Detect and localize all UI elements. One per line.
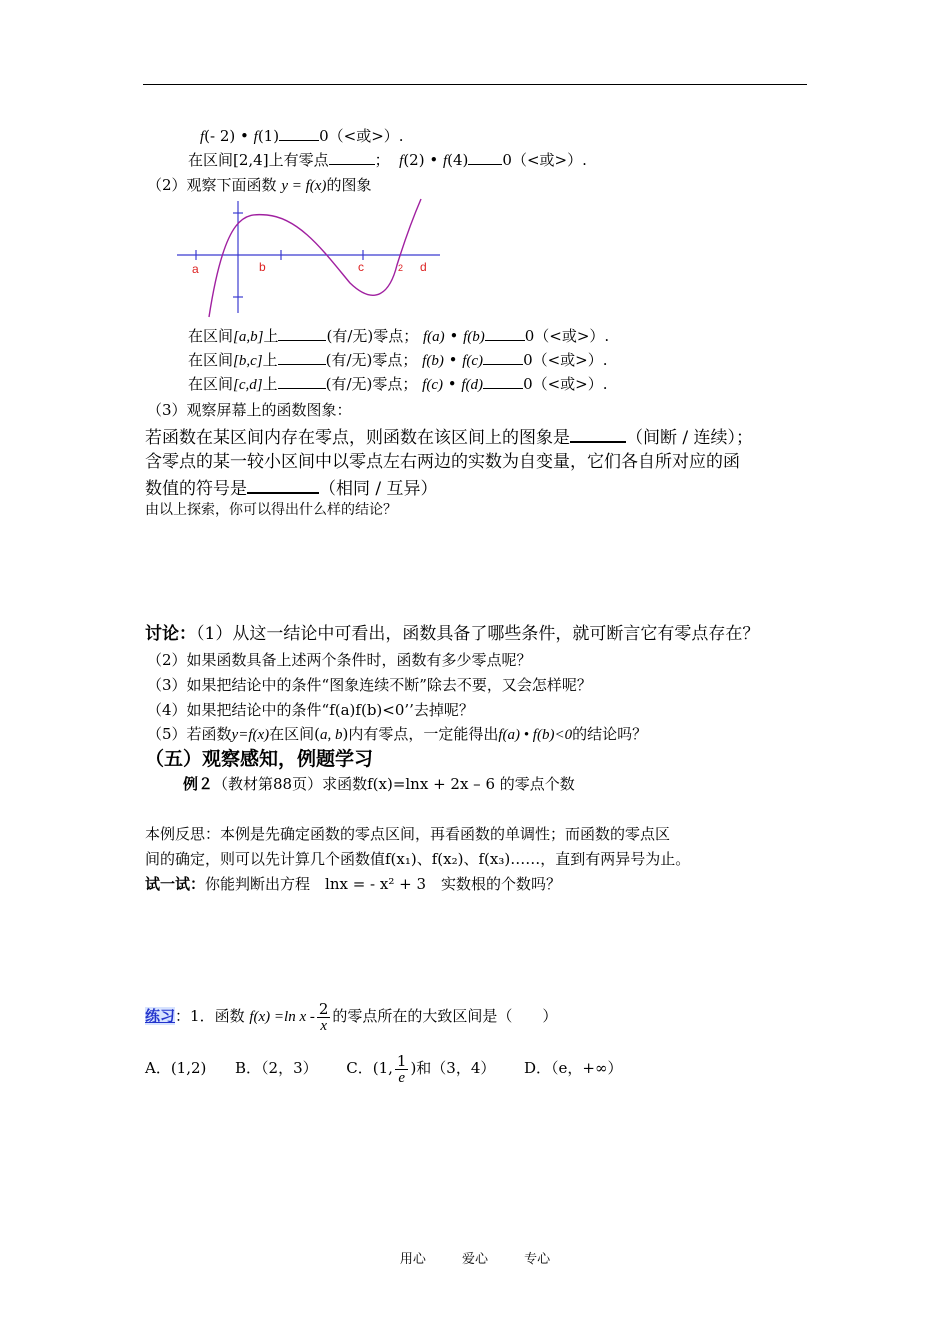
footer-word: 专心 [524,1252,551,1267]
part3-line3: 数值的符号是 （相同 / 互异） [145,475,438,501]
part3-line2: 含零点的某一较小区间中以零点左右两边的实数为自变量，它们各自所对应的函 [145,452,740,472]
line-f-2-f1: f(- 2) • f(1) 0（<或>）. [200,127,404,145]
exercise-line: 练习：1．函数 f(x) =ln x - $\frac{2}{x}$ 的零点所在的大致区间是（ ） [145,999,558,1034]
answer-blank[interactable] [483,350,523,365]
exercise-link[interactable]: 练习 [145,1007,176,1025]
interval-bc-line: 在区间[b,c]上 (有/无)零点； f(b) • f(c) 0（<或>）. [188,351,608,369]
fraction-2-over-x: $\frac{2}{x}$ [318,999,329,1034]
part3-line1: 若函数在某区间内存在零点，则函数在该区间上的图象是 （间断 / 连续）； [145,424,753,450]
function-curve [209,199,421,317]
header-rule [143,84,807,85]
label-d: d [420,260,427,274]
answer-blank[interactable] [278,350,326,365]
interval-cd-line: 在区间[c,d]上 (有/无)零点； f(c) • f(d) 0（<或>）. [188,375,608,393]
answer-blank[interactable] [483,374,523,389]
part3-title: （3）观察屏幕上的函数图象： [147,401,352,419]
label-a: a [192,262,199,276]
discussion-q3: （3）如果把结论中的条件“图象连续不断”除去不要，又会怎样呢？ [147,676,592,694]
discussion-q5: （5）若函数y=f(x)在区间(a, b)内有零点，一定能得出f(a) • f(b)<0的结论吗？ [147,725,648,743]
label-c: c [358,260,364,274]
footer-word: 用心 [399,1252,426,1267]
option-c[interactable]: C．(1, $\frac{1}{e}$ )和（3，4） [346,1051,496,1086]
section5-heading: （五）观察感知，例题学习 [145,748,374,770]
fraction-1-over-e: $\frac{1}{e}$ [396,1051,407,1086]
function-graph [175,193,445,323]
label-2: 2 [398,263,404,273]
answer-blank[interactable] [279,126,319,141]
option-b[interactable]: B．（2，3） [235,1059,318,1077]
footer-word: 爱心 [461,1252,488,1267]
discussion-q4: （4）如果把结论中的条件“f(a)f(b)<0’’去掉呢？ [147,701,474,719]
answer-blank[interactable] [570,424,626,443]
page-footer [0,1248,950,1267]
exercise-options [145,1050,622,1086]
answer-blank[interactable] [247,475,319,494]
option-d[interactable]: D．（e，+∞） [524,1059,623,1077]
try-line: 试一试：你能判断出方程 lnx = - x² + 3 实数根的个数吗？ [145,875,561,893]
answer-blank[interactable] [485,326,525,341]
discussion-q1: 讨论：（1）从这一结论中可看出，函数具备了哪些条件，就可断言它有零点存在？ [145,624,760,644]
part2-title: （2）观察下面函数 y = f(x)的图象 [147,176,372,194]
discussion-q2: （2）如果函数具备上述两个条件时，函数有多少零点呢？ [147,651,532,669]
reflection-line2: 间的确定，则可以先计算几个函数值f(x₁)、f(x₂)、f(x₃)……，直到有两异号为止。 [145,850,691,868]
answer-blank[interactable] [329,150,375,165]
label-b: b [259,260,266,274]
reflection-line1: 本例反思：本例是先确定函数的零点区间，再看函数的单调性；而函数的零点区 [145,825,671,843]
part3-line4: 由以上探索，你可以得出什么样的结论？ [145,502,397,518]
answer-blank[interactable] [468,150,502,165]
answer-blank[interactable] [278,326,326,341]
interval-ab-line: 在区间[a,b]上 (有/无)零点； f(a) • f(b) 0（<或>）. [188,327,610,345]
answer-blank[interactable] [278,374,326,389]
example2-line: 例２（教材第88页）求函数f(x)=lnx + 2x – 6 的零点个数 [183,775,575,793]
line-interval-2-4: 在区间[2,4]上有零点 ； f(2) • f(4) 0（<或>）. [188,151,587,169]
option-a[interactable]: A．(1,2) [145,1059,207,1077]
